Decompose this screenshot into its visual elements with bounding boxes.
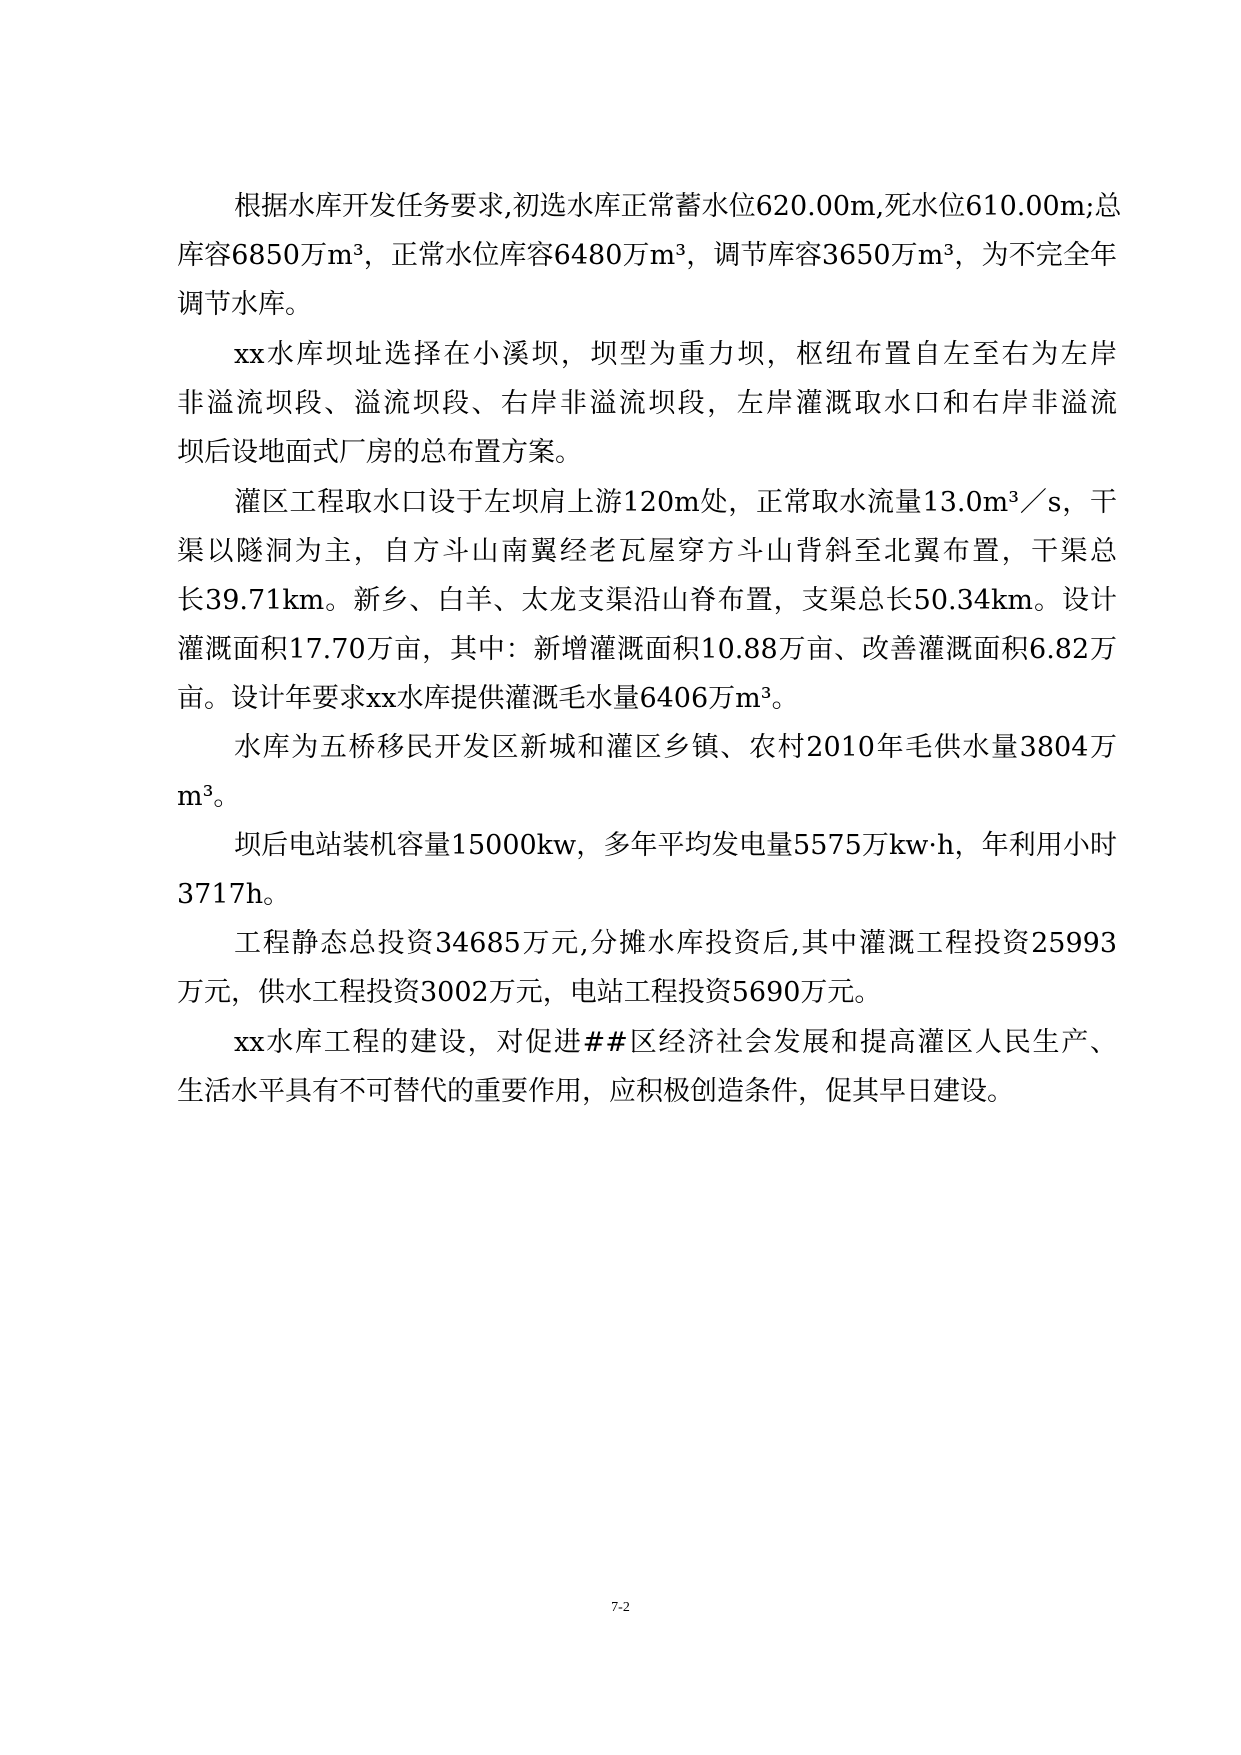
text-line: 灌溉面积17.70万亩，其中：新增灌溉面积10.88万亩、改善灌溉面积6.82万 xyxy=(177,634,1117,665)
text-line: 长39.71km。新乡、白羊、太龙支渠沿山脊布置，支渠总长50.34km。设计 xyxy=(177,585,1117,616)
text-line: 调节水库。 xyxy=(177,289,312,320)
text-line: 渠以隧洞为主，自方斗山南翼经老瓦屋穿方斗山背斜至北翼布置，干渠总 xyxy=(177,536,1117,567)
text-line: 根据水库开发任务要求,初选水库正常蓄水位620.00m,死水位610.00m;总 xyxy=(234,191,1122,222)
page-number: 7-2 xyxy=(611,1600,630,1615)
text-line: 亩。设计年要求xx水库提供灌溉毛水量6406万m³。 xyxy=(177,683,799,714)
text-line: 万元，供水工程投资3002万元，电站工程投资5690万元。 xyxy=(177,977,882,1008)
text-line: xx水库坝址选择在小溪坝，坝型为重力坝，枢纽布置自左至右为左岸 xyxy=(234,339,1117,370)
text-line: 坝后电站装机容量15000kw，多年平均发电量5575万kw·h，年利用小时 xyxy=(234,830,1117,861)
text-line: m³。 xyxy=(177,781,241,812)
text-line: 3717h。 xyxy=(177,879,291,910)
text-line: 坝后设地面式厂房的总布置方案。 xyxy=(177,437,582,468)
text-line: 非溢流坝段、溢流坝段、右岸非溢流坝段，左岸灌溉取水口和右岸非溢流 xyxy=(177,388,1117,419)
text-line: xx水库工程的建设，对促进##区经济社会发展和提高灌区人民生产、 xyxy=(234,1027,1117,1058)
text-line: 工程静态总投资34685万元,分摊水库投资后,其中灌溉工程投资25993 xyxy=(234,928,1117,959)
text-line: 生活水平具有不可替代的重要作用，应积极创造条件，促其早日建设。 xyxy=(177,1076,1014,1107)
text-line: 水库为五桥移民开发区新城和灌区乡镇、农村2010年毛供水量3804万 xyxy=(234,732,1117,763)
text-line: 库容6850万m³，正常水位库容6480万m³，调节库容3650万m³，为不完全年 xyxy=(177,240,1117,271)
text-line: 灌区工程取水口设于左坝肩上游120m处，正常取水流量13.0m³／s，干 xyxy=(234,487,1117,518)
